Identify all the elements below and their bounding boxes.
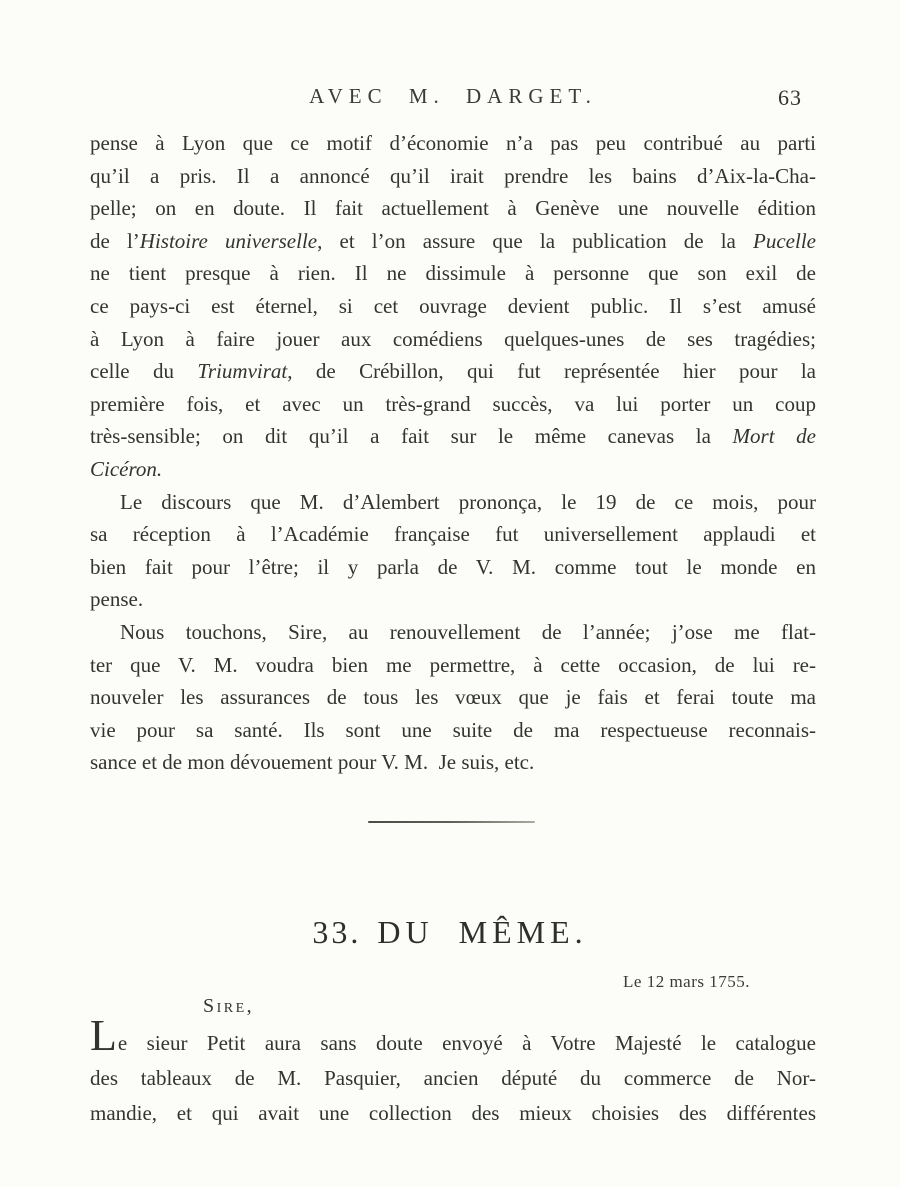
text-segment: sance et de mon dévouement pour V. M. Je suis, etc. [90, 750, 535, 775]
text-line [90, 127, 816, 160]
text-segment: bien fait pour l’être; il y parla de V. M. comme tout le monde en [90, 554, 816, 579]
paragraph-2 [90, 486, 816, 616]
text-line [90, 714, 816, 747]
text-line [90, 486, 816, 519]
running-header-title: AVEC M. DARGET. [309, 84, 597, 108]
text-line [90, 160, 816, 193]
page-number: 63 [778, 85, 802, 110]
section-separator-rule [368, 821, 535, 823]
text-segment: ne tient presque à rien. Il ne dissimule à personne que son exil de [90, 261, 816, 286]
text-line [90, 1011, 816, 1061]
text-segment: qu’il a pris. Il a annoncé qu’il irait prendre les bains d’Aix-la-Cha- [90, 163, 816, 188]
text-line [90, 388, 816, 421]
italic-text-segment: Cicéron. [90, 456, 163, 481]
text-line [90, 681, 816, 714]
text-segment: Nous touchons, Sire, au renouvellement de l’année; j’ose me flat- [120, 619, 816, 644]
text-segment: vie pour sa santé. Ils sont une suite de ma respectueuse reconnais- [90, 717, 816, 742]
text-segment: nouveler les assurances de tous les vœux que je fais et ferai toute ma [90, 685, 816, 710]
letter-number: 33. [312, 914, 362, 950]
text-segment: celle du [90, 359, 198, 384]
text-segment: pelle; on en doute. Il fait actuellement à Genève une nouvelle édition [90, 196, 816, 221]
section-heading [0, 916, 900, 948]
text-segment: première fois, et avec un très-grand succès, va lui porter un coup [90, 391, 816, 416]
text-segment: Le discours que M. d’Alembert prononça, le 19 de ce mois, pour [120, 489, 816, 514]
text-segment: mandie, et qui avait une collection des mieux choisies des différentes [90, 1100, 816, 1125]
text-line [90, 649, 816, 682]
text-line [90, 323, 816, 356]
text-segment: très-sensible; on dit qu’il a fait sur le même canevas la [90, 424, 733, 449]
text-line [90, 616, 816, 649]
letter-salutation: Sire, [203, 995, 255, 1017]
text-segment: pense à Lyon que ce motif d’économie n’a pas peu contribué au parti [90, 131, 816, 155]
italic-text-segment: Triumvirat [197, 359, 288, 384]
text-line [90, 192, 816, 225]
text-line [90, 746, 816, 779]
running-header [90, 84, 816, 112]
paragraph-1 [90, 127, 816, 486]
text-segment: des tableaux de M. Pasquier, ancien député du commerce de Nor- [90, 1065, 816, 1090]
text-segment: ter que V. M. voudra bien me permettre, à cette occasion, de lui re- [90, 652, 816, 677]
text-line [90, 518, 816, 551]
text-line [90, 420, 816, 453]
letter-body [90, 127, 816, 779]
text-segment: à Lyon à faire jouer aux comédiens quelques-unes de ses tragédies; [90, 326, 816, 351]
italic-text-segment: Histoire universelle [139, 228, 318, 253]
italic-text-segment: Mort de [732, 424, 816, 449]
text-segment: , et l’on assure que la publication de la [317, 228, 754, 253]
paragraph-3 [90, 616, 816, 779]
text-segment: sa réception à l’Académie française fut universellement applaudi et [90, 522, 816, 547]
text-line [90, 1096, 816, 1131]
enlarged-initial-letter: L [90, 1011, 118, 1060]
letter-dateline: Le 12 mars 1755. [623, 972, 750, 991]
text-line [90, 257, 816, 290]
letter-title: DU MÊME. [377, 914, 588, 950]
text-segment: de l’ [90, 228, 140, 253]
letter-opening-paragraph [90, 1011, 816, 1130]
text-line [90, 290, 816, 323]
text-segment: , de Crébillon, qui fut représentée hier pour la [287, 359, 817, 384]
text-line [90, 551, 816, 584]
text-line [90, 453, 816, 486]
text-segment: e sieur Petit aura sans doute envoyé à Votre Majesté le catalogue [117, 1031, 816, 1055]
italic-text-segment: Pucelle [753, 228, 816, 253]
text-line [90, 355, 816, 388]
text-segment: pense. [90, 587, 144, 612]
text-line [90, 583, 816, 616]
text-line [90, 225, 816, 258]
text-line [90, 1061, 816, 1096]
text-segment: ce pays-ci est éternel, si cet ouvrage devient public. Il s’est amusé [90, 293, 816, 318]
